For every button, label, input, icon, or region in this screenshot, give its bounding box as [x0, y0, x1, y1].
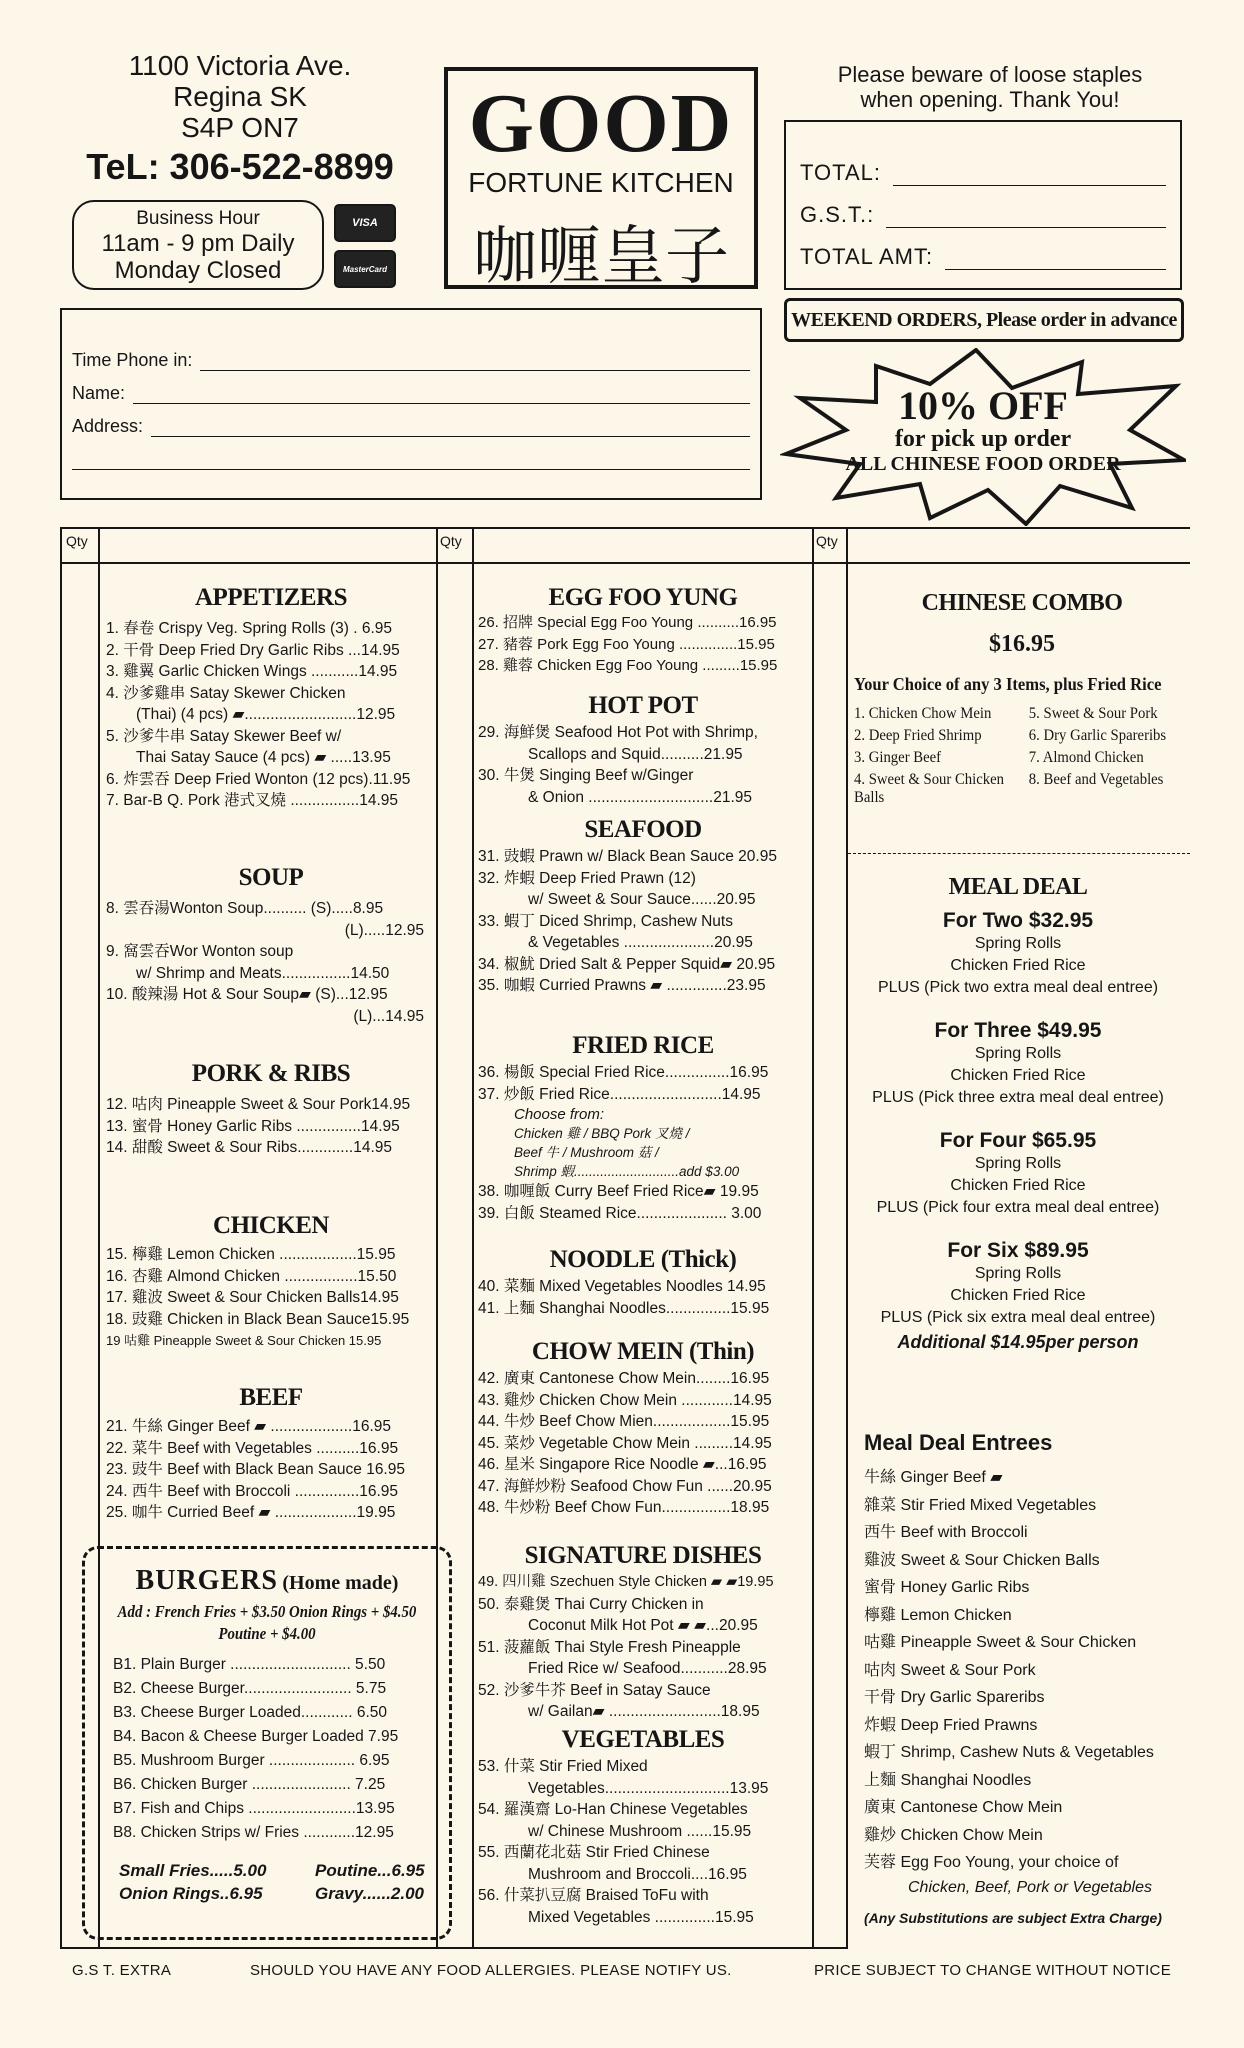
- entree-item: 咕雞 Pineapple Sweet & Sour Chicken: [864, 1634, 1137, 1651]
- section-title: SOUP: [238, 864, 304, 891]
- menu-item: 14. 甜酸 Sweet & Sour Ribs.............14.95: [106, 1139, 393, 1156]
- address-label: Address:: [72, 416, 144, 436]
- promo-line: ALL CHINESE FOOD ORDER: [845, 453, 1121, 475]
- deal-block: [846, 1239, 1190, 1329]
- staples-line: when opening. Thank You!: [860, 87, 1120, 112]
- burger-sides: [85, 1859, 449, 1905]
- section-title: BEEF: [239, 1384, 303, 1411]
- menu-item-cont: (L).....12.95: [344, 921, 424, 939]
- menu-item-cont: Fried Rice w/ Seafood...........28.95: [528, 1660, 767, 1677]
- grid-header-line: [60, 562, 1190, 564]
- choose-line: Chicken 雞 / BBQ Pork 叉燒 /: [514, 1126, 690, 1141]
- deal-heading: For Two $32.95: [942, 909, 1094, 932]
- meal-deal-section: [846, 874, 1190, 1353]
- section-title: CHINESE COMBO: [921, 590, 1123, 616]
- combo-item: 5. Sweet & Sour Pork: [1028, 705, 1158, 722]
- menu-item: 43. 雞炒 Chicken Chow Mein ............14.95: [478, 1391, 772, 1409]
- side-item: Small Fries.....5.00: [119, 1861, 267, 1880]
- addon-line: Poutine + $4.00: [218, 1624, 316, 1643]
- name-row: [72, 371, 750, 404]
- menu-item-cont: Coconut Milk Hot Pot ▰ ▰...20.95: [528, 1617, 758, 1634]
- deal-heading: For Six $89.95: [947, 1239, 1089, 1262]
- menu-item-cont: Mixed Vegetables ..............15.95: [528, 1908, 754, 1926]
- menu-item: 5. 沙爹牛串 Satay Skewer Beef w/: [106, 727, 342, 745]
- total-label: TOTAL:: [800, 160, 881, 185]
- section-title: CHICKEN: [213, 1212, 329, 1239]
- deal-line: Chicken Fried Rice: [950, 1067, 1086, 1084]
- time-phone-blank[interactable]: [200, 355, 750, 371]
- menu-item: 15. 檸雞 Lemon Chicken ..................15.95: [106, 1246, 396, 1263]
- logo-chinese: 咖喱皇子: [473, 220, 729, 292]
- total-amt-row: [800, 228, 1166, 270]
- burger-item: B3. Cheese Burger Loaded............ 6.50: [113, 1704, 388, 1721]
- menu-item: 25. 咖牛 Curried Beef ▰ ...................19.95: [106, 1504, 396, 1521]
- staples-note: [790, 62, 1190, 112]
- address-row: [72, 404, 750, 437]
- menu-item-cont: w/ Chinese Mushroom ......15.95: [528, 1822, 752, 1840]
- menu-item: 50. 泰雞煲 Thai Curry Chicken in: [478, 1595, 704, 1613]
- menu-item-cont: w/ Gailan▰ ..........................18.95: [528, 1703, 760, 1720]
- combo-divider: [848, 853, 1190, 855]
- menu-item: 37. 炒飯 Fried Rice..........................14.95: [478, 1085, 761, 1103]
- menu-item: 18. 豉雞 Chicken in Black Bean Sauce15.95: [106, 1310, 410, 1328]
- section-title: CHOW MEIN (Thin): [531, 1338, 755, 1365]
- business-hours: [72, 200, 324, 290]
- additional-person: Additional $14.95per person: [897, 1332, 1139, 1352]
- section-title: SIGNATURE DISHES: [524, 1542, 762, 1569]
- menu-item: 28. 雞蓉 Chicken Egg Foo Young .........15.95: [478, 657, 778, 674]
- menu-item-cont: w/ Sweet & Sour Sauce......20.95: [528, 891, 756, 908]
- menu-item: 46. 星米 Singapore Rice Noodle ▰...16.95: [478, 1456, 767, 1473]
- menu-item: 8. 雲吞湯Wonton Soup.......... (S).....8.95: [106, 900, 384, 917]
- menu-item: 7. Bar-B Q. Pork 港式叉燒 ................14.95: [106, 792, 399, 809]
- menu-item: 36. 楊飯 Special Fried Rice...............16.95: [478, 1064, 769, 1081]
- entree-item: 西牛 Beef with Broccoli: [864, 1524, 1028, 1541]
- deal-line: PLUS (Pick three extra meal deal entree): [872, 1089, 1164, 1106]
- menu-item: 12. 咕肉 Pineapple Sweet & Sour Pork14.95: [106, 1096, 411, 1113]
- menu-item: 19 咕雞 Pineapple Sweet & Sour Chicken 15.95: [106, 1333, 382, 1348]
- chowmein-section: [478, 1338, 808, 1519]
- signature-section: [478, 1542, 808, 1723]
- address-row-2: [72, 437, 750, 470]
- entree-item: 芙蓉 Egg Foo Young, your choice of: [864, 1854, 1119, 1871]
- menu-item: 41. 上麵 Shanghai Noodles...............15.95: [478, 1299, 770, 1317]
- menu-item: 9. 窩雲吞Wor Wonton soup: [106, 943, 294, 960]
- combo-item: 8. Beef and Vegetables: [1028, 771, 1164, 788]
- choose-line: Beef 牛 / Mushroom 菇 /: [514, 1145, 659, 1160]
- gst-blank[interactable]: [886, 208, 1166, 228]
- burgers-box: [82, 1546, 452, 1940]
- logo-sub: FORTUNE KITCHEN: [468, 167, 734, 198]
- section-title: APPETIZERS: [195, 584, 347, 611]
- burger-addons: [103, 1601, 431, 1645]
- address-blank-2[interactable]: [72, 454, 750, 470]
- entree-item: 干骨 Dry Garlic Spareribs: [864, 1689, 1045, 1706]
- beef-section: [106, 1384, 436, 1524]
- entree-item: 牛絲 Ginger Beef ▰: [864, 1469, 1003, 1486]
- entree-item: 雞炒 Chicken Chow Mein: [864, 1826, 1043, 1844]
- menu-item-cont: & Vegetables .....................20.95: [528, 934, 753, 951]
- name-blank[interactable]: [133, 388, 750, 404]
- grid-line: [812, 527, 814, 1947]
- menu-item: 1. 春卷 Crispy Veg. Spring Rolls (3) . 6.95: [106, 620, 393, 637]
- gst-extra: G.S T. EXTRA: [72, 1962, 172, 1979]
- vegetables-section: [478, 1726, 808, 1928]
- time-phone-row: [72, 338, 750, 371]
- section-title: HOT POT: [588, 692, 698, 719]
- name-label: Name:: [72, 383, 126, 403]
- menu-item: 22. 菜牛 Beef with Vegetables ..........16.95: [106, 1439, 399, 1457]
- burger-item: B7. Fish and Chips .........................13.95: [113, 1800, 395, 1817]
- menu-item: 44. 牛炒 Beef Chow Mien..................15.95: [478, 1413, 770, 1430]
- burger-item: B2. Cheese Burger......................... 5.75: [113, 1680, 387, 1697]
- deal-block: [846, 1019, 1190, 1109]
- entree-item: 廣東 Cantonese Chow Mein: [864, 1799, 1063, 1816]
- combo-item: 7. Almond Chicken: [1028, 749, 1144, 766]
- qty-label: Qty: [816, 533, 838, 549]
- burgers-title-sub: (Home made): [282, 1572, 399, 1594]
- address-line: S4P ON7: [181, 112, 299, 143]
- burger-item: B4. Bacon & Cheese Burger Loaded 7.95: [113, 1728, 399, 1745]
- menu-item-cont: (L)...14.95: [353, 1007, 424, 1025]
- section-title: Meal Deal Entrees: [864, 1430, 1053, 1455]
- combo-subtitle: Your Choice of any 3 Items, plus Fried Rice: [854, 674, 1162, 694]
- chicken-section: [106, 1212, 436, 1352]
- combo-item: 2. Deep Fried Shrimp: [854, 727, 982, 744]
- deal-line: Chicken Fried Rice: [950, 1287, 1086, 1304]
- combo-item: 3. Ginger Beef: [854, 749, 942, 766]
- menu-item: 47. 海鮮炒粉 Seafood Chow Fun ......20.95: [478, 1477, 772, 1495]
- menu-item: 42. 廣東 Cantonese Chow Mein........16.95: [478, 1370, 770, 1387]
- hours-title: Business Hour: [136, 208, 260, 229]
- entree-item: 上麵 Shanghai Noodles: [864, 1771, 1032, 1789]
- address-blank[interactable]: [151, 421, 750, 437]
- grid-top-line: [60, 527, 1190, 529]
- menu-item: 33. 蝦丁 Diced Shrimp, Cashew Nuts: [478, 912, 733, 930]
- menu-item: 32. 炸蝦 Deep Fried Prawn (12): [478, 869, 696, 887]
- entree-item-cont: Chicken, Beef, Pork or Vegetables: [908, 1878, 1152, 1896]
- soup-section: [106, 864, 436, 1027]
- entree-item: 雜菜 Stir Fried Mixed Vegetables: [864, 1496, 1097, 1514]
- deal-block: [846, 909, 1190, 999]
- combo-items: [854, 705, 1167, 807]
- eggfoo-section: [478, 584, 808, 677]
- burger-item: B8. Chicken Strips w/ Fries ............12.95: [113, 1824, 394, 1841]
- address-block: [70, 50, 410, 143]
- appetizers-section: [106, 584, 436, 812]
- grid-line: [60, 527, 62, 1947]
- address-line: Regina SK: [173, 81, 307, 112]
- customer-form: [60, 308, 762, 500]
- menu-item: 2. 干骨 Deep Fried Dry Garlic Ribs ...14.95: [106, 641, 400, 659]
- deal-line: Spring Rolls: [974, 1155, 1062, 1172]
- menu-item: 23. 豉牛 Beef with Black Bean Sauce 16.95: [106, 1461, 405, 1478]
- hours-line: 11am - 9 pm Daily: [101, 230, 295, 257]
- entrees-section: [864, 1430, 1194, 1926]
- menu-item: 40. 菜麵 Mixed Vegetables Noodles 14.95: [478, 1278, 766, 1295]
- promo-line: for pick up order: [894, 426, 1072, 452]
- total-amt-label: TOTAL AMT:: [800, 244, 934, 269]
- deal-line: PLUS (Pick two extra meal deal entree): [877, 979, 1159, 996]
- hotpot-section: [478, 692, 808, 808]
- menu-item: 39. 白飯 Steamed Rice..................... 3.00: [478, 1204, 762, 1222]
- address-line: 1100 Victoria Ave.: [128, 50, 352, 81]
- combo-section: [854, 590, 1190, 807]
- promo-discount: 10% OFF: [898, 383, 1068, 428]
- entree-item: 咕肉 Sweet & Sour Pork: [864, 1661, 1036, 1679]
- menu-item: 52. 沙爹牛芥 Beef in Satay Sauce: [478, 1681, 711, 1699]
- section-title: MEAL DEAL: [948, 874, 1088, 900]
- weekend-notice: WEEKEND ORDERS, Please order in advance: [784, 298, 1184, 342]
- side-item: Poutine...6.95: [315, 1861, 425, 1880]
- section-title: SEAFOOD: [584, 816, 702, 843]
- menu-item-cont: & Onion .............................21.95: [528, 788, 752, 806]
- restaurant-logo: [444, 67, 758, 292]
- menu-item-cont: Mushroom and Broccoli....16.95: [528, 1865, 747, 1883]
- grid-bottom-line: [60, 1947, 848, 1949]
- menu-item: 31. 豉蝦 Prawn w/ Black Bean Sauce 20.95: [478, 848, 777, 865]
- deal-line: Spring Rolls: [974, 935, 1062, 952]
- total-blank[interactable]: [893, 166, 1166, 186]
- deal-heading: For Three $49.95: [934, 1019, 1102, 1042]
- seafood-section: [478, 816, 808, 997]
- hours-line: Monday Closed: [114, 257, 282, 284]
- menu-item: 3. 雞翼 Garlic Chicken Wings ...........14.95: [106, 663, 398, 680]
- phone-number: TeL: 306-522-8899: [86, 146, 394, 187]
- entree-item: 蝦丁 Shrimp, Cashew Nuts & Vegetables: [864, 1744, 1154, 1761]
- total-amt-blank[interactable]: [945, 250, 1166, 270]
- combo-price: $16.95: [989, 631, 1055, 657]
- menu-item: 10. 酸辣湯 Hot & Sour Soup▰ (S)...12.95: [106, 986, 388, 1003]
- menu-item: 54. 羅漢齋 Lo-Han Chinese Vegetables: [478, 1801, 748, 1818]
- menu-item: 21. 牛絲 Ginger Beef ▰ ...................16.95: [106, 1418, 392, 1435]
- combo-item: 4. Sweet & Sour Chicken Balls: [854, 771, 1005, 806]
- entree-item: 雞波 Sweet & Sour Chicken Balls: [864, 1551, 1100, 1569]
- deal-line: Spring Rolls: [974, 1045, 1062, 1062]
- menu-item-cont: w/ Shrimp and Meats................14.50: [136, 964, 390, 982]
- side-item: Gravy......2.00: [315, 1884, 424, 1903]
- deal-line: PLUS (Pick six extra meal deal entree): [880, 1309, 1156, 1326]
- section-title: EGG FOO YUNG: [548, 584, 738, 611]
- menu-item: 55. 西蘭花北菇 Stir Fried Chinese: [478, 1844, 710, 1861]
- gst-label: G.S.T.:: [800, 202, 875, 227]
- section-title: FRIED RICE: [572, 1032, 714, 1059]
- burgers-title: BURGERS: [135, 1565, 278, 1596]
- menu-item: 53. 什菜 Stir Fried Mixed: [478, 1758, 648, 1775]
- staples-line: Please beware of loose staples: [837, 62, 1143, 87]
- deal-line: Chicken Fried Rice: [950, 1177, 1086, 1194]
- burgers-title-row: [85, 1565, 449, 1597]
- price-notice: PRICE SUBJECT TO CHANGE WITHOUT NOTICE: [814, 1962, 1171, 1979]
- menu-item: 45. 菜炒 Vegetable Chow Mein .........14.95: [478, 1434, 772, 1452]
- deal-block: [846, 1129, 1190, 1219]
- gst-row: [800, 186, 1166, 228]
- deal-line: PLUS (Pick four extra meal deal entree): [876, 1199, 1160, 1216]
- choose-line: Shrimp 蝦............................add $3.00: [514, 1164, 740, 1179]
- pork-section: [106, 1060, 436, 1159]
- promo-text: [820, 383, 1146, 476]
- burger-item: B6. Chicken Burger ....................... 7.25: [113, 1776, 386, 1793]
- grid-line: [472, 527, 474, 1947]
- friedrice-section: [478, 1032, 808, 1224]
- side-item: Onion Rings..6.95: [119, 1884, 263, 1903]
- menu-item: 17. 雞波 Sweet & Sour Chicken Balls14.95: [106, 1289, 399, 1306]
- menu-item-cont: (Thai) (4 pcs) ▰..........................12.95: [136, 706, 396, 723]
- burger-item: B5. Mushroom Burger .................... 6.95: [113, 1752, 390, 1769]
- total-row: [800, 144, 1166, 186]
- noodle-section: [478, 1246, 808, 1319]
- entree-item: 檸雞 Lemon Chicken: [864, 1606, 1012, 1624]
- menu-item: 6. 炸雲吞 Deep Fried Wonton (12 pcs).11.95: [106, 770, 411, 788]
- menu-item: 24. 西牛 Beef with Broccoli ...............16.95: [106, 1482, 399, 1500]
- section-title: VEGETABLES: [561, 1726, 725, 1753]
- menu-item: 30. 牛煲 Singing Beef w/Ginger: [478, 767, 694, 784]
- menu-item: 26. 招牌 Special Egg Foo Young ..........16.95: [478, 614, 777, 631]
- menu-item: 38. 咖喱飯 Curry Beef Fried Rice▰ 19.95: [478, 1183, 759, 1200]
- substitution-note: (Any Substitutions are subject Extra Charge): [864, 1909, 1162, 1926]
- menu-item: 35. 咖蝦 Curried Prawns ▰ ..............23.95: [478, 977, 766, 994]
- qty-label: Qty: [66, 533, 88, 549]
- menu-item-cont: Scallops and Squid..........21.95: [528, 745, 743, 763]
- visa-icon: VISA: [334, 204, 396, 242]
- qty-label: Qty: [440, 533, 462, 549]
- deal-line: Spring Rolls: [974, 1265, 1062, 1282]
- combo-item: 1. Chicken Chow Mein: [854, 705, 992, 722]
- logo-main: GOOD: [468, 77, 734, 170]
- menu-item: 51. 菠蘿飯 Thai Style Fresh Pineapple: [478, 1638, 741, 1656]
- menu-item: 27. 豬蓉 Pork Egg Foo Young ..............15.95: [478, 635, 775, 653]
- mastercard-icon: MasterCard: [334, 250, 396, 288]
- entree-item: 蜜骨 Honey Garlic Ribs: [864, 1579, 1030, 1596]
- addon-line: Add : French Fries + $3.50 Onion Rings + $4.50: [117, 1602, 417, 1621]
- combo-item: 6. Dry Garlic Spareribs: [1028, 727, 1167, 744]
- section-title: PORK & RIBS: [191, 1060, 351, 1087]
- time-phone-label: Time Phone in:: [72, 350, 193, 370]
- menu-item: 48. 牛炒粉 Beef Chow Fun................18.95: [478, 1499, 770, 1516]
- menu-item-cont: Vegetables.............................13.95: [528, 1779, 769, 1797]
- totals-box: [784, 120, 1182, 290]
- choose-line: Choose from:: [514, 1106, 605, 1123]
- menu-item: 4. 沙爹雞串 Satay Skewer Chicken: [106, 684, 346, 702]
- menu-item: 56. 什菜扒豆腐 Braised ToFu with: [478, 1887, 709, 1904]
- menu-item: 49. 四川雞 Szechuen Style Chicken ▰ ▰19.95: [478, 1574, 774, 1590]
- burger-item: B1. Plain Burger ............................ 5.50: [113, 1656, 386, 1673]
- menu-item: 13. 蜜骨 Honey Garlic Ribs ...............14.95: [106, 1117, 400, 1135]
- menu-item: 16. 杏雞 Almond Chicken .................15.50: [106, 1267, 397, 1285]
- deal-heading: For Four $65.95: [939, 1129, 1097, 1152]
- section-title: NOODLE (Thick): [549, 1246, 737, 1273]
- allergy-notice: SHOULD YOU HAVE ANY FOOD ALLERGIES. PLEASE NOTIFY US.: [250, 1962, 732, 1979]
- menu-item: 34. 椒魷 Dried Salt & Pepper Squid▰ 20.95: [478, 955, 776, 973]
- menu-item: 29. 海鮮煲 Seafood Hot Pot with Shrimp,: [478, 724, 758, 741]
- menu-item-cont: Thai Satay Sauce (4 pcs) ▰ .....13.95: [136, 749, 391, 766]
- entree-item: 炸蝦 Deep Fried Prawns: [864, 1716, 1038, 1734]
- deal-line: Chicken Fried Rice: [950, 957, 1086, 974]
